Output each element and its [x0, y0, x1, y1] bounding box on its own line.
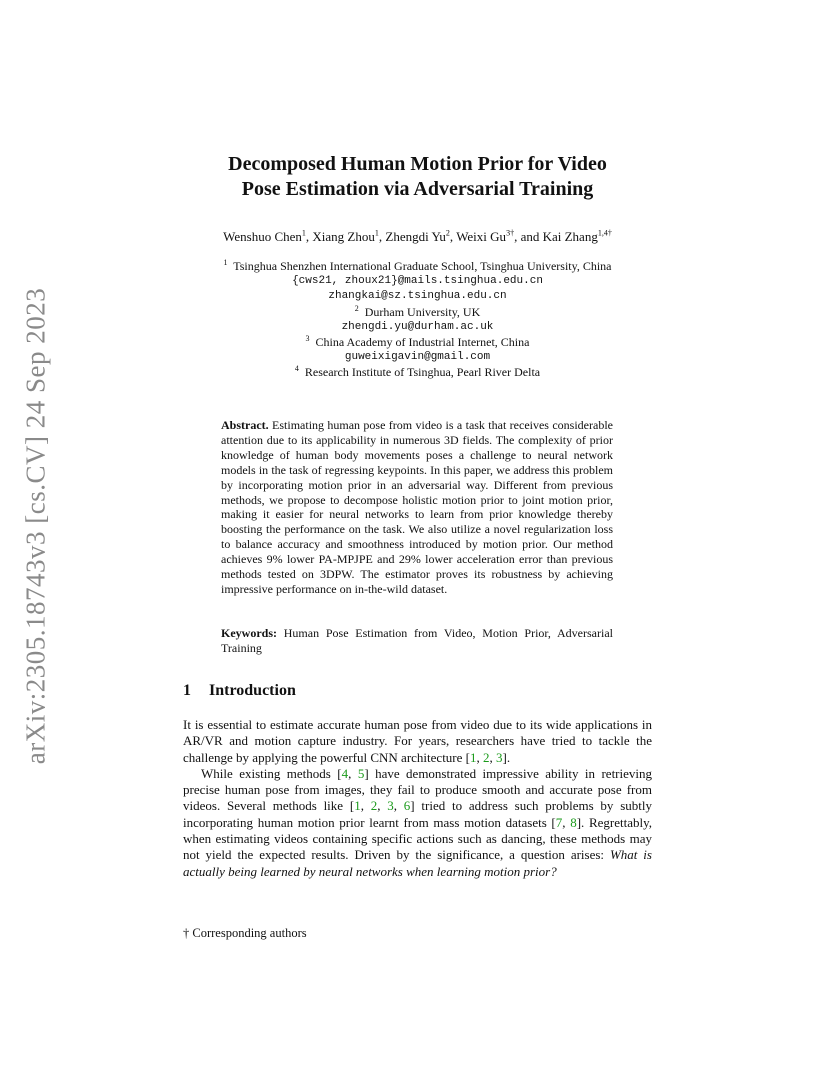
affiliation-text: Tsinghua Shenzhen International Graduate School, Tsinghua University, China [233, 259, 612, 273]
author-separator: , [449, 229, 457, 244]
citation-link[interactable]: 5 [357, 765, 365, 781]
citation-link[interactable]: 4 [341, 765, 349, 781]
affil-mark: 2 [354, 303, 359, 313]
section-title: Introduction [209, 682, 296, 699]
author-list [140, 229, 695, 245]
paragraph-text: While existing methods [ [201, 765, 342, 781]
author-affil-mark: 1 [301, 228, 306, 238]
keywords-label: Keywords: [221, 626, 277, 640]
citation-link[interactable]: 2 [370, 798, 378, 814]
affil-mark: 1 [223, 258, 228, 267]
research-question: What is actually being learned by neural networks when learning motion prior? [183, 847, 652, 879]
keywords [221, 626, 613, 656]
author-affil-mark: 1,4† [597, 228, 612, 238]
email-line: zhangkai@sz.tsinghua.edu.cn [328, 290, 507, 303]
author-name: Xiang Zhou [312, 229, 375, 244]
paragraph-text: ] have demonstrated impressive ability in retrieving precise human pose from images, they fail to produce smooth and accurate pose from videos. Several methods like [ [183, 765, 653, 814]
section-number: 1 [183, 682, 191, 699]
abstract [221, 418, 613, 597]
citation-link[interactable]: 8 [570, 814, 577, 830]
affil-mark: 3 [305, 334, 310, 344]
author-name: Kai Zhang [542, 229, 598, 244]
affiliation-text: Durham University, UK [364, 304, 481, 319]
author-name: Zhengdi Yu [385, 229, 446, 244]
citation-link[interactable]: 7 [555, 814, 563, 830]
affiliations [140, 259, 695, 381]
citation-link[interactable]: 3 [495, 749, 503, 765]
abstract-text: Estimating human pose from video is a task that receives considerable attention due to its applicability in numerous 3D fields. The complexity of prior knowledge of human body movements poses a challenge to neural network models in the task of regressing keypoints. In this paper, we address this problem by incorporating motion prior in an adversarial way. Different from previous methods, we propose to decompose holistic motion prior to joint motion prior, making it easier for neural networks to learn from prior knowledge thereby boosting the performance on the task. We also utilize a novel regularization loss to balance accuracy and smoothness introduced by motion prior. Our method achieves 9% lower PA-MPJPE and 29% lower acceleration error than previous methods tested on 3DPW. The estimator proves its robustness by achieving impressive performance on in-the-wild dataset. [221, 418, 613, 596]
paper-title [140, 152, 695, 202]
paragraph: While existing methods [4, 5] have demonstrated impressive ability in retrieving precise human pose from images, they fail to produce smooth and accurate pose from videos. Several methods like [1, 2, 3, 6] tried to address such problems by subtly incorporating human motion prior learnt from mass motion datasets [7, 8]. Regrettably, when estimating videos containing specific actions such as dancing, these methods may not yield the expected results. Driven by the significance, a question arises: What is actually being learned by neural networks when learning motion prior? [183, 765, 653, 879]
email-line: zhengdi.yu@durham.ac.uk [341, 320, 494, 333]
author-separator: , [378, 229, 386, 244]
paragraph-text: ]. Regrettably, when estimating videos containing specific actions such as dancing, these methods may not yield the expected results. Driven by the significance, a question arises: [183, 814, 653, 863]
citation-link[interactable]: 1 [354, 798, 361, 814]
citation-link[interactable]: 2 [482, 749, 490, 765]
author-separator: , [305, 229, 313, 244]
citation-link[interactable]: 6 [403, 798, 411, 814]
paragraph: It is essential to estimate accurate human pose from video due to its wide applications in AR/VR and motion capture industry. For years, researchers have tried to tackle the challenge by applying the powerful CNN architecture [1, 2, 3]. [183, 717, 652, 765]
arxiv-identifier: arXiv:2305.18743v3 [cs.CV] 24 Sep 2023 [20, 287, 51, 765]
affil-mark: 4 [294, 364, 299, 374]
email-line: {cws21, zhoux21}@mails.tsinghua.edu.cn [292, 275, 543, 288]
paragraph-text: ]. [502, 749, 511, 765]
title-line-1: Decomposed Human Motion Prior for Video [228, 153, 607, 175]
footnote: † Corresponding authors [183, 926, 307, 940]
paragraph-text: ] tried to address such problems by subtly incorporating human motion prior learnt from mass motion datasets [ [183, 798, 652, 830]
author-separator: , and [514, 229, 543, 244]
affiliation-2 [140, 305, 695, 320]
keywords-text: Human Pose Estimation from Video, Motion Prior, Adversarial Training [221, 626, 613, 655]
intro-body [183, 717, 652, 880]
affiliation-3 [140, 335, 695, 350]
citation-link[interactable]: 3 [387, 798, 394, 814]
author-affil-mark: 3† [506, 228, 515, 238]
citation-link[interactable]: 1 [469, 749, 477, 765]
affiliation-1 [140, 259, 695, 274]
author-name: Weixi Gu [456, 229, 507, 244]
abstract-label: Abstract. [221, 418, 269, 432]
author-name: Wenshuo Chen [223, 229, 302, 244]
affiliation-text: China Academy of Industrial Internet, China [315, 335, 530, 350]
author-affil-mark: 1 [374, 228, 379, 238]
affiliation-text: Research Institute of Tsinghua, Pearl River Delta [304, 365, 541, 380]
author-affil-mark: 2 [445, 228, 450, 238]
email-line: guweixigavin@gmail.com [344, 351, 491, 364]
affiliation-4 [140, 365, 695, 380]
paragraph-text: It is essential to estimate accurate human pose from video due to its wide applications in AR/VR and motion capture industry. For years, researchers have tried to tackle the challenge by applying the powerful CNN architecture [ [183, 717, 652, 765]
title-line-2: Pose Estimation via Adversarial Training [241, 178, 594, 200]
section-heading [183, 682, 296, 700]
